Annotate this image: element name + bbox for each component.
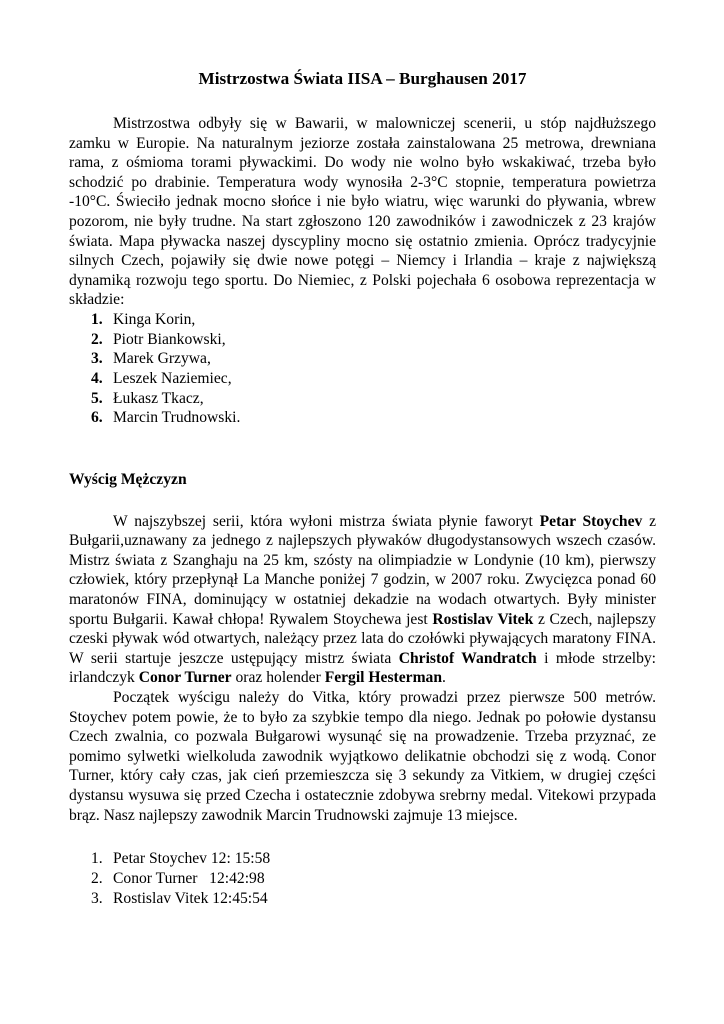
text-run: . <box>442 669 446 687</box>
results-list <box>69 849 656 909</box>
list-number: 4. <box>91 370 103 387</box>
men-race-paragraph-1 <box>69 512 656 688</box>
team-list-item <box>91 408 656 428</box>
results-list-item <box>91 889 656 909</box>
swimmer-name-bold: Petar Stoychev <box>539 512 643 530</box>
list-number: 1. <box>91 850 103 868</box>
team-member-name: Piotr Biankowski, <box>113 330 226 348</box>
results-list-item <box>91 869 656 889</box>
list-number: 2. <box>91 870 103 888</box>
document-page <box>69 68 656 909</box>
swimmer-name-bold: Conor Turner <box>138 669 232 687</box>
team-list <box>69 310 656 428</box>
swimmer-name-bold: Fergil Hesterman <box>324 669 443 687</box>
swimmer-name-bold: Rostislav Vitek <box>432 610 534 628</box>
list-number: 2. <box>91 330 103 348</box>
team-member-name: Kinga Korin, <box>113 310 196 328</box>
list-number: 1. <box>91 310 103 328</box>
team-member-name: Leszek Naziemiec, <box>113 370 232 387</box>
team-list-item <box>91 330 656 350</box>
team-member-name: Marcin Trudnowski. <box>113 409 241 427</box>
result-text: Rostislav Vitek 12:45:54 <box>113 890 268 908</box>
list-number: 3. <box>91 890 103 908</box>
text-run: z Bułgarii,uznawany za jednego z najlepszych pływaków długodystansowych wszech czasów. Mistrz świata z Szanghaju na 25 km, szósty na olimpiadzie w Londynie (10 km), pierwszy człowiek, który przepłynął La Manche poniżej 7 godzin, w 2007 roku. Zwycięzca ponad 60 maratonów FINA, dominujący w ostatniej dekadzie na wodach otwartych. Były minister sportu Bułgarii. Kawał chłopa! Rywalem Stoychewa jest <box>69 512 656 628</box>
list-number: 5. <box>91 389 103 407</box>
team-member-name: Łukasz Tkacz, <box>113 389 204 407</box>
text-run: i młode strzelby: irlandczyk <box>69 649 657 687</box>
document-title: Mistrzostwa Świata IISA – Burghausen 2017 <box>198 69 527 88</box>
list-number: 6. <box>91 409 103 427</box>
intro-paragraph: Mistrzostwa odbyły się w Bawarii, w malowniczej scenerii, u stóp najdłuższego zamku w Europie. Na naturalnym jeziorze została zainstalowana 25 metrowa, drewniana rama, z ośmioma torami pływackimi. Do wody nie wolno było wskakiwać, trzeba było schodzić po drabinie. Temperatura wody wynosiła 2-3°C stopnie, temperatura powietrza -10°C. Świeciło jednak mocno słońce i nie było wiatru, więc warunki do pływania, wbrew pozorom, nie były trudne. Na start zgłoszono 120 zawodników i zawodniczek z 23 krajów świata. Mapa pływacka naszej dyscypliny mocno się ostatnio zmienia. Oprócz tradycyjnie silnych Czech, pojawiły się dwie nowe potęgi – Niemcy i Irlandia – kraje z największą dynamiką rozwoju tego sportu. Do Niemiec, z Polski pojechała 6 osobowa reprezentacja w składzie: <box>69 115 656 309</box>
text-run: W najszybszej serii, która wyłoni mistrza świata płynie faworyt <box>113 512 540 530</box>
results-list-item <box>91 849 656 869</box>
team-list-item <box>91 369 656 389</box>
team-list-item <box>91 310 656 330</box>
team-member-name: Marek Grzywa, <box>113 350 211 368</box>
men-race-paragraph-2: Początek wyścigu należy do Vitka, który prowadzi przez pierwsze 500 metrów. Stoychev potem powie, że to było za szybkie tempo dla niego. Jednak po połowie dystansu Czech zwalnia, co pozwala Bułgarowi wysunąć się na prowadzenie. Trzeba przyznać, ze pomimo sylwetki wielkoluda zawodnik wyjątkowo delikatnie obchodzi się z wodą. Conor Turner, który cały czas, jak cień przemieszcza się 3 sekundy za Vitkiem, w drugiej części dystansu wysuwa się przed Czecha i ostatecznie zdobywa srebrny medal. Vitekowi przypada brąz. Nasz najlepszy zawodnik Marcin Trudnowski zajmuje 13 miejsce. <box>69 689 656 824</box>
swimmer-name-bold: Christof Wandratch <box>398 649 537 667</box>
result-text: Petar Stoychev 12: 15:58 <box>113 850 271 868</box>
text-run: z Czech, najlepszy czeski pływak wód otwartych, należący przez lata do czołówki pływających maratony FINA. W serii startuje jeszcze ustępujący mistrz świata <box>69 610 656 667</box>
team-list-item <box>91 389 656 409</box>
list-number: 3. <box>91 350 103 368</box>
section-heading-men-race: Wyścig Mężczyzn <box>69 471 187 489</box>
text-run: oraz holender <box>231 669 325 687</box>
team-list-item <box>91 349 656 369</box>
result-text: Conor Turner 12:42:98 <box>113 870 265 888</box>
